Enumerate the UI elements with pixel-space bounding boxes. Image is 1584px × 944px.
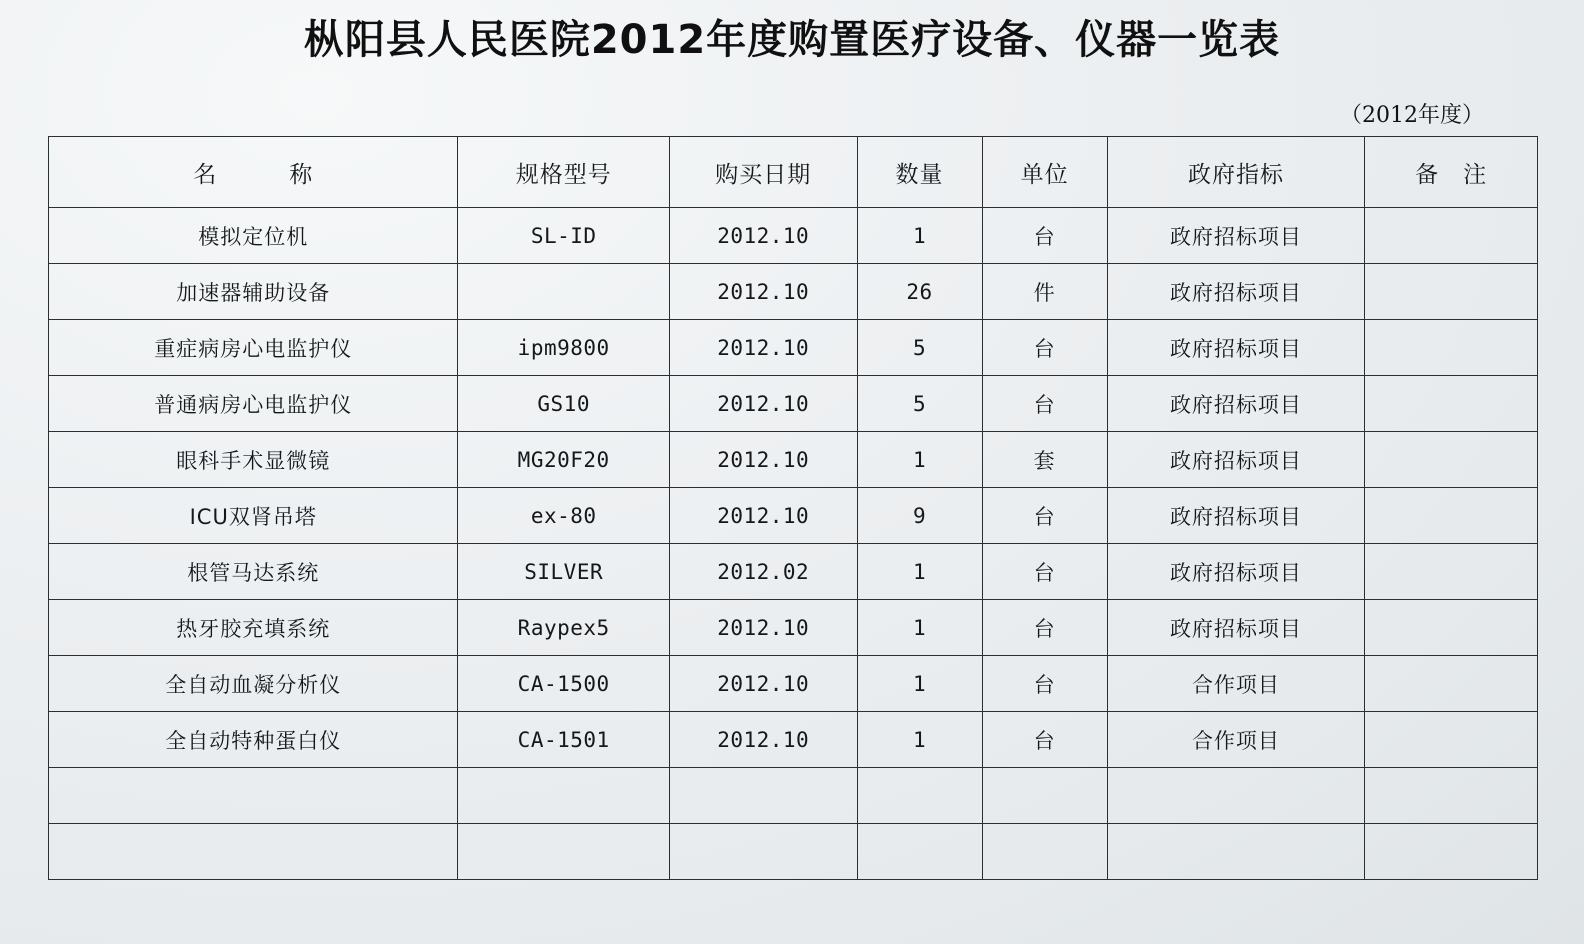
table-row [49, 656, 1538, 712]
equipment-table [48, 136, 1538, 880]
cell-date: 2012.10 [669, 264, 857, 320]
table-body [49, 208, 1538, 880]
column-header-remark: 备 注 [1365, 137, 1538, 208]
cell-name: 模拟定位机 [49, 208, 458, 264]
table-row [49, 208, 1538, 264]
cell-unit: 台 [982, 320, 1107, 376]
cell-remark [1365, 544, 1538, 600]
cell-unit: 台 [982, 656, 1107, 712]
cell-date: 2012.10 [669, 432, 857, 488]
cell-model [458, 824, 669, 880]
cell-gov: 政府招标项目 [1107, 488, 1365, 544]
cell-gov: 政府招标项目 [1107, 320, 1365, 376]
cell-date: 2012.02 [669, 544, 857, 600]
cell-unit: 台 [982, 712, 1107, 768]
cell-unit: 件 [982, 264, 1107, 320]
table-row [49, 488, 1538, 544]
cell-model: ex-80 [458, 488, 669, 544]
cell-name: 根管马达系统 [49, 544, 458, 600]
table-row [49, 544, 1538, 600]
cell-remark [1365, 432, 1538, 488]
cell-model: Raypex5 [458, 600, 669, 656]
cell-remark [1365, 208, 1538, 264]
cell-gov: 政府招标项目 [1107, 432, 1365, 488]
cell-remark [1365, 768, 1538, 824]
cell-remark [1365, 376, 1538, 432]
column-header-model: 规格型号 [458, 137, 669, 208]
cell-model [458, 768, 669, 824]
cell-name: 加速器辅助设备 [49, 264, 458, 320]
cell-gov: 政府招标项目 [1107, 376, 1365, 432]
cell-remark [1365, 712, 1538, 768]
column-header-gov: 政府指标 [1107, 137, 1365, 208]
cell-qty [857, 768, 982, 824]
cell-unit [982, 824, 1107, 880]
table-row [49, 824, 1538, 880]
equipment-table-wrapper [48, 136, 1538, 880]
cell-gov [1107, 824, 1365, 880]
cell-name [49, 824, 458, 880]
cell-remark [1365, 600, 1538, 656]
cell-qty [857, 824, 982, 880]
cell-unit: 台 [982, 376, 1107, 432]
cell-unit: 台 [982, 488, 1107, 544]
cell-unit [982, 768, 1107, 824]
column-header-unit: 单位 [982, 137, 1107, 208]
cell-qty: 1 [857, 600, 982, 656]
cell-remark [1365, 656, 1538, 712]
table-row [49, 376, 1538, 432]
cell-unit: 套 [982, 432, 1107, 488]
cell-model: CA-1501 [458, 712, 669, 768]
cell-date: 2012.10 [669, 656, 857, 712]
cell-qty: 1 [857, 208, 982, 264]
cell-qty: 9 [857, 488, 982, 544]
cell-name [49, 768, 458, 824]
cell-name: 眼科手术显微镜 [49, 432, 458, 488]
cell-name: 全自动特种蛋白仪 [49, 712, 458, 768]
cell-remark [1365, 320, 1538, 376]
year-note: （2012年度） [1340, 103, 1484, 128]
cell-gov: 政府招标项目 [1107, 264, 1365, 320]
cell-qty: 1 [857, 656, 982, 712]
header-row [49, 137, 1538, 208]
column-header-qty: 数量 [857, 137, 982, 208]
cell-name: 全自动血凝分析仪 [49, 656, 458, 712]
page-title: 枞阳县人民医院2012年度购置医疗设备、仪器一览表 [303, 17, 1281, 63]
column-header-name: 名 称 [49, 137, 458, 208]
cell-gov: 政府招标项目 [1107, 544, 1365, 600]
cell-remark [1365, 264, 1538, 320]
cell-gov [1107, 768, 1365, 824]
column-header-date: 购买日期 [669, 137, 857, 208]
cell-date [669, 768, 857, 824]
cell-name: ICU双肾吊塔 [49, 488, 458, 544]
cell-model: MG20F20 [458, 432, 669, 488]
cell-model: GS10 [458, 376, 669, 432]
cell-unit: 台 [982, 208, 1107, 264]
cell-qty: 1 [857, 432, 982, 488]
cell-gov: 合作项目 [1107, 656, 1365, 712]
cell-qty: 1 [857, 712, 982, 768]
cell-unit: 台 [982, 544, 1107, 600]
cell-date: 2012.10 [669, 320, 857, 376]
cell-date: 2012.10 [669, 208, 857, 264]
table-row [49, 432, 1538, 488]
cell-model [458, 264, 669, 320]
cell-qty: 5 [857, 376, 982, 432]
table-row [49, 320, 1538, 376]
cell-name: 普通病房心电监护仪 [49, 376, 458, 432]
cell-model: SL-ID [458, 208, 669, 264]
cell-qty: 5 [857, 320, 982, 376]
cell-date: 2012.10 [669, 488, 857, 544]
cell-model: SILVER [458, 544, 669, 600]
table-header [49, 137, 1538, 208]
cell-gov: 政府招标项目 [1107, 208, 1365, 264]
cell-gov: 政府招标项目 [1107, 600, 1365, 656]
cell-date: 2012.10 [669, 712, 857, 768]
cell-date: 2012.10 [669, 376, 857, 432]
cell-model: ipm9800 [458, 320, 669, 376]
cell-remark [1365, 824, 1538, 880]
table-row [49, 768, 1538, 824]
table-row [49, 264, 1538, 320]
cell-gov: 合作项目 [1107, 712, 1365, 768]
cell-qty: 1 [857, 544, 982, 600]
cell-date [669, 824, 857, 880]
cell-remark [1365, 488, 1538, 544]
cell-unit: 台 [982, 600, 1107, 656]
cell-date: 2012.10 [669, 600, 857, 656]
table-row [49, 712, 1538, 768]
cell-qty: 26 [857, 264, 982, 320]
cell-name: 热牙胶充填系统 [49, 600, 458, 656]
cell-model: CA-1500 [458, 656, 669, 712]
cell-name: 重症病房心电监护仪 [49, 320, 458, 376]
table-row [49, 600, 1538, 656]
